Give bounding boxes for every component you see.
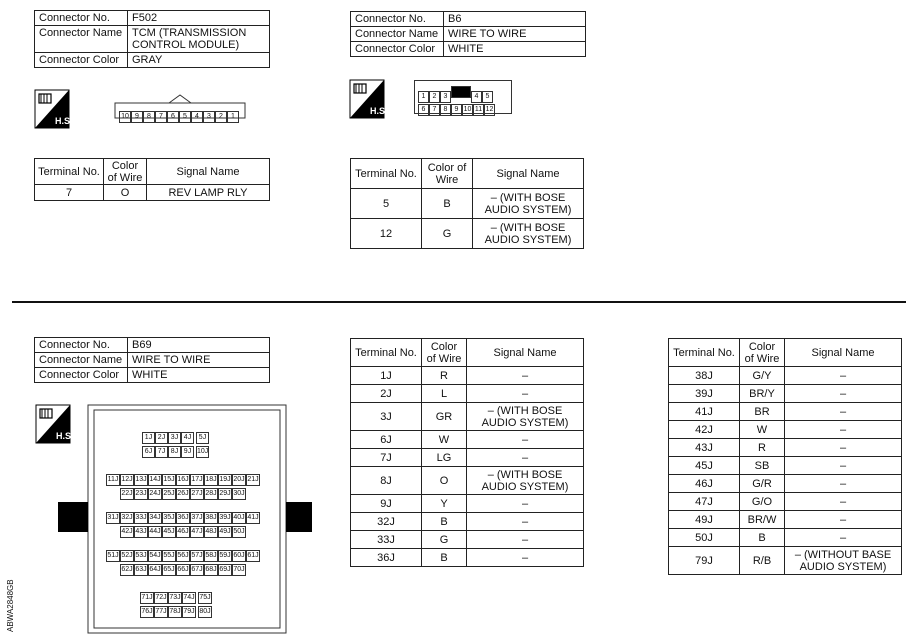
wire-color-cell: O bbox=[422, 467, 467, 495]
wire-color-cell: W bbox=[422, 431, 467, 449]
connector-pin: 51J bbox=[106, 550, 120, 562]
b69-terminal-table-b bbox=[668, 338, 902, 575]
connector-pin: 27J bbox=[190, 488, 204, 500]
connector-pin: 28J bbox=[204, 488, 218, 500]
col-terminal: Terminal No. bbox=[351, 159, 422, 189]
wire-color-cell: B bbox=[422, 549, 467, 567]
terminal-cell: 5 bbox=[351, 189, 422, 219]
connector-pin: 1 bbox=[227, 111, 239, 123]
harness-side-icon bbox=[350, 80, 388, 118]
connector-pin: 15J bbox=[162, 474, 176, 486]
connector-pin: 12 bbox=[484, 104, 495, 116]
connector-color-label: Connector Color bbox=[35, 368, 128, 383]
signal-name-cell: – bbox=[467, 531, 584, 549]
connector-pin: 18J bbox=[204, 474, 218, 486]
table-row bbox=[351, 385, 584, 403]
connector-pin: 5 bbox=[482, 91, 493, 103]
table-row bbox=[669, 511, 902, 529]
table-row bbox=[669, 529, 902, 547]
signal-name-cell: – (WITH BOSE AUDIO SYSTEM) bbox=[473, 189, 584, 219]
col-signal: Signal Name bbox=[785, 339, 902, 367]
connector-pin: 54J bbox=[148, 550, 162, 562]
signal-name-cell: – bbox=[785, 475, 902, 493]
wire-color-cell: B bbox=[422, 189, 473, 219]
table-row bbox=[351, 367, 584, 385]
connector-name: WIRE TO WIRE bbox=[128, 353, 270, 368]
signal-name-cell: – bbox=[785, 385, 902, 403]
signal-name-cell: – bbox=[785, 367, 902, 385]
connector-name-label: Connector Name bbox=[35, 353, 128, 368]
b69-pin-group-5-row-2 bbox=[140, 600, 212, 618]
connector-pin: 3 bbox=[440, 91, 451, 103]
wire-color-cell: R bbox=[740, 439, 785, 457]
connector-pin bbox=[451, 86, 471, 98]
connector-pin: 75J bbox=[198, 592, 212, 604]
connector-pin: 48J bbox=[204, 526, 218, 538]
signal-name-cell: – bbox=[467, 367, 584, 385]
table-row bbox=[351, 431, 584, 449]
wire-color-cell: O bbox=[104, 185, 147, 201]
terminal-cell: 38J bbox=[669, 367, 740, 385]
signal-name-cell: – bbox=[467, 495, 584, 513]
connector-pin: 46J bbox=[176, 526, 190, 538]
connector-pin: 66J bbox=[176, 564, 190, 576]
signal-name-cell: – bbox=[467, 513, 584, 531]
connector-pin: 8 bbox=[143, 111, 155, 123]
b6-terminal-table bbox=[350, 158, 584, 249]
connector-pin: 42J bbox=[120, 526, 134, 538]
connector-pin: 49J bbox=[218, 526, 232, 538]
signal-name-cell: – bbox=[785, 457, 902, 475]
signal-name-cell: – bbox=[467, 549, 584, 567]
connector-pin: 33J bbox=[134, 512, 148, 524]
b6-connector-info bbox=[350, 11, 586, 57]
connector-pin: 52J bbox=[120, 550, 134, 562]
table-row bbox=[351, 189, 584, 219]
connector-pin: 12J bbox=[120, 474, 134, 486]
terminal-cell: 45J bbox=[669, 457, 740, 475]
terminal-cell: 6J bbox=[351, 431, 422, 449]
terminal-cell: 50J bbox=[669, 529, 740, 547]
wire-color-cell: GR bbox=[422, 403, 467, 431]
connector-pin: 1J bbox=[142, 432, 155, 444]
connector-name-label: Connector Name bbox=[351, 27, 444, 42]
signal-name-cell: – (WITH BOSE AUDIO SYSTEM) bbox=[467, 403, 584, 431]
b6-connector-face bbox=[414, 80, 512, 114]
f502-pin-row bbox=[119, 105, 239, 123]
table-row bbox=[669, 475, 902, 493]
connector-pin: 8J bbox=[168, 446, 181, 458]
connector-pin: 5J bbox=[196, 432, 209, 444]
connector-pin: 16J bbox=[176, 474, 190, 486]
table-row bbox=[351, 513, 584, 531]
connector-pin: 55J bbox=[162, 550, 176, 562]
connector-pin: 64J bbox=[148, 564, 162, 576]
terminal-cell: 32J bbox=[351, 513, 422, 531]
connector-pin: 2 bbox=[429, 91, 440, 103]
connector-pin: 6J bbox=[142, 446, 155, 458]
table-row bbox=[669, 421, 902, 439]
connector-pin: 53J bbox=[134, 550, 148, 562]
table-row bbox=[669, 403, 902, 421]
connector-pin: 20J bbox=[232, 474, 246, 486]
signal-name-cell: REV LAMP RLY bbox=[147, 185, 270, 201]
connector-pin: 10 bbox=[462, 104, 473, 116]
connector-no: B6 bbox=[444, 12, 586, 27]
connector-pin: 80J bbox=[198, 606, 212, 618]
section-divider bbox=[12, 301, 906, 303]
terminal-cell: 42J bbox=[669, 421, 740, 439]
wire-color-cell: G/Y bbox=[740, 367, 785, 385]
table-row bbox=[351, 219, 584, 249]
connector-pin: 4 bbox=[471, 91, 482, 103]
wire-color-cell: SB bbox=[740, 457, 785, 475]
connector-pin: 31J bbox=[106, 512, 120, 524]
connector-color-label: Connector Color bbox=[351, 42, 444, 57]
table-row bbox=[35, 185, 270, 201]
figure-id: ABWA2848GB bbox=[6, 579, 15, 632]
f502-terminal-table bbox=[34, 158, 270, 201]
signal-name-cell: – (WITH BOSE AUDIO SYSTEM) bbox=[473, 219, 584, 249]
connector-pin: 22J bbox=[120, 488, 134, 500]
connector-pin: 36J bbox=[176, 512, 190, 524]
connector-pin: 70J bbox=[232, 564, 246, 576]
terminal-cell: 8J bbox=[351, 467, 422, 495]
connector-pin: 45J bbox=[162, 526, 176, 538]
connector-name-label: Connector Name bbox=[35, 26, 128, 53]
wire-color-cell: G bbox=[422, 219, 473, 249]
connector-pin: 71J bbox=[140, 592, 154, 604]
connector-pin: 9 bbox=[451, 104, 462, 116]
wire-color-cell: BR bbox=[740, 403, 785, 421]
table-row bbox=[351, 403, 584, 431]
col-signal: Signal Name bbox=[147, 159, 270, 185]
connector-pin: 34J bbox=[148, 512, 162, 524]
terminal-cell: 7J bbox=[351, 449, 422, 467]
terminal-cell: 7 bbox=[35, 185, 104, 201]
signal-name-cell: – bbox=[785, 421, 902, 439]
terminal-cell: 3J bbox=[351, 403, 422, 431]
harness-side-icon bbox=[35, 90, 73, 128]
signal-name-cell: – bbox=[785, 511, 902, 529]
terminal-cell: 33J bbox=[351, 531, 422, 549]
b69-connector-face bbox=[58, 404, 312, 634]
signal-name-cell: – bbox=[785, 493, 902, 511]
table-row bbox=[351, 467, 584, 495]
col-terminal: Terminal No. bbox=[669, 339, 740, 367]
connector-no-label: Connector No. bbox=[35, 11, 128, 26]
terminal-cell: 43J bbox=[669, 439, 740, 457]
connector-pin: 63J bbox=[134, 564, 148, 576]
hs-label: H.S. bbox=[370, 106, 388, 116]
wire-color-cell: R bbox=[422, 367, 467, 385]
wire-color-cell: Y bbox=[422, 495, 467, 513]
wire-color-cell: BR/W bbox=[740, 511, 785, 529]
col-color: Color of Wire bbox=[104, 159, 147, 185]
wire-color-cell: G/R bbox=[740, 475, 785, 493]
connector-pin: 26J bbox=[176, 488, 190, 500]
connector-pin: 6 bbox=[167, 111, 179, 123]
connector-pin: 57J bbox=[190, 550, 204, 562]
connector-pin: 13J bbox=[134, 474, 148, 486]
connector-pin: 3 bbox=[203, 111, 215, 123]
connector-pin: 56J bbox=[176, 550, 190, 562]
connector-pin: 79J bbox=[182, 606, 196, 618]
connector-pin: 29J bbox=[218, 488, 232, 500]
wire-color-cell: BR/Y bbox=[740, 385, 785, 403]
table-row bbox=[669, 367, 902, 385]
connector-pin: 58J bbox=[204, 550, 218, 562]
f502-connector-info bbox=[34, 10, 270, 68]
connector-color: WHITE bbox=[444, 42, 586, 57]
connector-pin: 11J bbox=[106, 474, 120, 486]
connector-pin: 2 bbox=[215, 111, 227, 123]
terminal-cell: 49J bbox=[669, 511, 740, 529]
signal-name-cell: – bbox=[785, 403, 902, 421]
table-row bbox=[351, 495, 584, 513]
connector-name: WIRE TO WIRE bbox=[444, 27, 586, 42]
wire-color-cell: B bbox=[422, 513, 467, 531]
table-row bbox=[669, 457, 902, 475]
table-row bbox=[351, 531, 584, 549]
connector-pin: 38J bbox=[204, 512, 218, 524]
connector-pin: 4J bbox=[181, 432, 194, 444]
terminal-cell: 9J bbox=[351, 495, 422, 513]
connector-pin: 5 bbox=[179, 111, 191, 123]
terminal-cell: 2J bbox=[351, 385, 422, 403]
connector-pin: 39J bbox=[218, 512, 232, 524]
terminal-cell: 39J bbox=[669, 385, 740, 403]
connector-pin: 40J bbox=[232, 512, 246, 524]
connector-name: TCM (TRANSMISSION CONTROL MODULE) bbox=[128, 26, 270, 53]
connector-pin: 9J bbox=[181, 446, 194, 458]
wire-color-cell: LG bbox=[422, 449, 467, 467]
connector-pin: 61J bbox=[246, 550, 260, 562]
connector-pin: 7 bbox=[429, 104, 440, 116]
f502-connector-face bbox=[114, 93, 246, 119]
connector-pin: 77J bbox=[154, 606, 168, 618]
connector-pin: 68J bbox=[204, 564, 218, 576]
connector-pin: 65J bbox=[162, 564, 176, 576]
connector-pin: 72J bbox=[154, 592, 168, 604]
connector-pin: 32J bbox=[120, 512, 134, 524]
connector-pin: 69J bbox=[218, 564, 232, 576]
wire-color-cell: G bbox=[422, 531, 467, 549]
signal-name-cell: – bbox=[467, 431, 584, 449]
col-signal: Signal Name bbox=[473, 159, 584, 189]
terminal-cell: 1J bbox=[351, 367, 422, 385]
connector-pin: 67J bbox=[190, 564, 204, 576]
terminal-cell: 36J bbox=[351, 549, 422, 567]
col-terminal: Terminal No. bbox=[351, 339, 422, 367]
connector-pin: 4 bbox=[191, 111, 203, 123]
connector-pin: 60J bbox=[232, 550, 246, 562]
connector-no-label: Connector No. bbox=[35, 338, 128, 353]
col-color: Color of Wire bbox=[422, 339, 467, 367]
connector-pin: 47J bbox=[190, 526, 204, 538]
connector-pin: 3J bbox=[168, 432, 181, 444]
connector-no-label: Connector No. bbox=[351, 12, 444, 27]
connector-pin: 7J bbox=[155, 446, 168, 458]
col-color: Color of Wire bbox=[740, 339, 785, 367]
signal-name-cell: – (WITHOUT BASE AUDIO SYSTEM) bbox=[785, 547, 902, 575]
connector-pin: 7 bbox=[155, 111, 167, 123]
hs-label: H.S. bbox=[55, 116, 73, 126]
signal-name-cell: – (WITH BOSE AUDIO SYSTEM) bbox=[467, 467, 584, 495]
table-row bbox=[669, 547, 902, 575]
connector-pin: 2J bbox=[155, 432, 168, 444]
connector-pin: 1 bbox=[418, 91, 429, 103]
signal-name-cell: – bbox=[467, 449, 584, 467]
connector-color: WHITE bbox=[128, 368, 270, 383]
connector-pin: 10J bbox=[196, 446, 209, 458]
b6-pin-row-2 bbox=[418, 98, 495, 116]
b69-terminal-table-a bbox=[350, 338, 584, 567]
connector-no: F502 bbox=[128, 11, 270, 26]
terminal-cell: 79J bbox=[669, 547, 740, 575]
connector-pin: 59J bbox=[218, 550, 232, 562]
connector-color: GRAY bbox=[128, 53, 270, 68]
table-row bbox=[351, 449, 584, 467]
connector-pin: 50J bbox=[232, 526, 246, 538]
wire-color-cell: L bbox=[422, 385, 467, 403]
b69-pin-group-2-row-2 bbox=[120, 482, 246, 500]
connector-pin: 73J bbox=[168, 592, 182, 604]
hs-label: H.S. bbox=[56, 431, 74, 441]
connector-pin: 24J bbox=[148, 488, 162, 500]
table-row bbox=[669, 493, 902, 511]
connector-pin: 74J bbox=[182, 592, 196, 604]
connector-pin: 41J bbox=[246, 512, 260, 524]
connector-pin: 17J bbox=[190, 474, 204, 486]
wire-color-cell: B bbox=[740, 529, 785, 547]
connector-pin: 78J bbox=[168, 606, 182, 618]
connector-pin: 62J bbox=[120, 564, 134, 576]
col-signal: Signal Name bbox=[467, 339, 584, 367]
connector-pin: 10 bbox=[119, 111, 131, 123]
wire-color-cell: G/O bbox=[740, 493, 785, 511]
table-row bbox=[669, 439, 902, 457]
connector-pin: 6 bbox=[418, 104, 429, 116]
connector-pin: 11 bbox=[473, 104, 484, 116]
terminal-cell: 12 bbox=[351, 219, 422, 249]
terminal-cell: 46J bbox=[669, 475, 740, 493]
connector-pin: 43J bbox=[134, 526, 148, 538]
connector-pin: 35J bbox=[162, 512, 176, 524]
col-color: Color of Wire bbox=[422, 159, 473, 189]
b69-pin-group-4-row-2 bbox=[120, 558, 246, 576]
col-terminal: Terminal No. bbox=[35, 159, 104, 185]
table-row bbox=[351, 549, 584, 567]
connector-pin: 30J bbox=[232, 488, 246, 500]
connector-color-label: Connector Color bbox=[35, 53, 128, 68]
terminal-cell: 41J bbox=[669, 403, 740, 421]
b69-pin-group-1-row-2 bbox=[142, 440, 209, 458]
table-row bbox=[669, 385, 902, 403]
b69-pin-group-3-row-2 bbox=[120, 520, 246, 538]
connector-no: B69 bbox=[128, 338, 270, 353]
connector-pin: 14J bbox=[148, 474, 162, 486]
connector-pin: 37J bbox=[190, 512, 204, 524]
terminal-cell: 47J bbox=[669, 493, 740, 511]
b69-connector-info bbox=[34, 337, 270, 383]
connector-pin: 76J bbox=[140, 606, 154, 618]
connector-pin: 19J bbox=[218, 474, 232, 486]
signal-name-cell: – bbox=[467, 385, 584, 403]
connector-pin: 9 bbox=[131, 111, 143, 123]
signal-name-cell: – bbox=[785, 439, 902, 457]
connector-pin: 25J bbox=[162, 488, 176, 500]
connector-pin: 21J bbox=[246, 474, 260, 486]
wire-color-cell: W bbox=[740, 421, 785, 439]
connector-pin: 8 bbox=[440, 104, 451, 116]
connector-pin: 44J bbox=[148, 526, 162, 538]
signal-name-cell: – bbox=[785, 529, 902, 547]
wire-color-cell: R/B bbox=[740, 547, 785, 575]
connector-pin: 23J bbox=[134, 488, 148, 500]
